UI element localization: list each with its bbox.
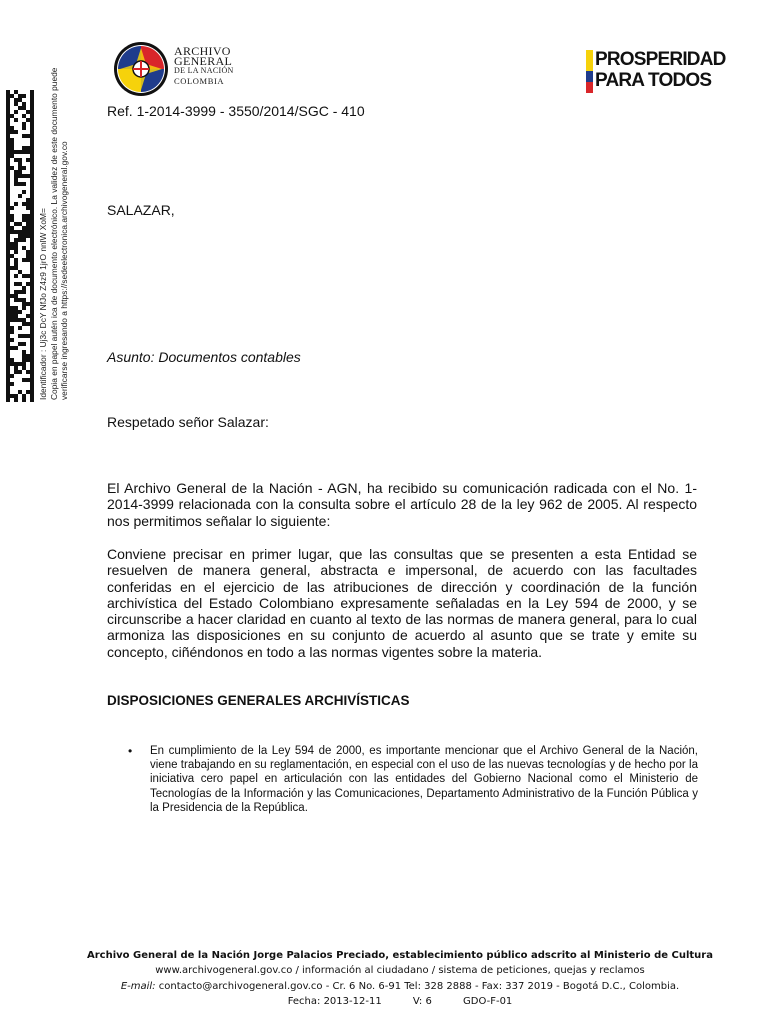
bullet-item-1: En cumplimiento de la Ley 594 de 2000, es importante mencionar que el Archivo General de la Nación, viene trabajando en su reglamentación, en especial con el uso de las nuevas tecnologías y de hecho por la iniciativa cero papel en articulación con las entidades del Gobierno Nacional como el Ministerio de Tecnologías de la Información y las Comunicaciones, Departamento Administrativo de la Función Pública y la Presidencia de la República.	[150, 745, 698, 814]
electronic-document-notice	[38, 67, 70, 400]
barcode	[6, 90, 34, 402]
prosperidad-logo	[595, 49, 726, 91]
recipient-name: SALAZAR,	[107, 202, 175, 218]
bullet-icon: •	[128, 744, 133, 758]
footer-institution: Archivo General de la Nación Jorge Palacios Preciado, establecimiento público adscrito al Ministerio de Cultura	[87, 950, 713, 961]
footer-code: GDO-F-01	[463, 995, 513, 1007]
slogan-line-1: PROSPERIDAD	[595, 49, 726, 70]
agn-logo-text	[174, 46, 234, 86]
email-label: E-mail:	[120, 980, 156, 992]
logo-line-4: COLOMBIA	[174, 76, 225, 86]
paragraph-1: El Archivo General de la Nación - AGN, ha recibido su comunicación radicada con el No. 1-2014-3999 relacionada con la consulta sobre el artículo 28 de la ley 962 de 2005. Al respecto nos permitimos señalar lo siguiente:	[107, 480, 697, 529]
logo-line-2: GENERAL	[174, 54, 233, 68]
footer-version: V: 6	[412, 995, 432, 1007]
logo-line-3: DE LA NACIÓN	[174, 66, 234, 75]
logo-line-1: ARCHIVO	[174, 44, 231, 58]
slogan-line-2: PARA TODOS	[595, 70, 712, 91]
footer	[0, 948, 768, 1009]
footer-date: Fecha: 2013-12-11	[287, 995, 382, 1007]
section-heading: DISPOSICIONES GENERALES ARCHIVÍSTICAS	[107, 693, 410, 708]
reference-number: Ref. 1-2014-3999 - 3550/2014/SGC - 410	[107, 103, 365, 119]
verify-notice: verificarse ingresando a https://sedeelectronica.archivogeneral.gov.co	[59, 141, 69, 400]
footer-document-control	[0, 994, 768, 1009]
copy-notice: Copia en papel autén ica de documento electrónico. La validez de este documento puede	[48, 67, 59, 400]
footer-contact	[0, 979, 768, 994]
document-identifier: Identificador : Uj3c DcY NfJo Z4z9 1jrO nnlW XoM=	[38, 208, 48, 400]
paragraph-2: Conviene precisar en primer lugar, que las consultas que se presenten a esta Entidad se resuelven de manera general, abstracta e impersonal, de acuerdo con las facultades conferidas en el ejercicio de las atribuciones de dirección y coordinación de la función archivística del Estado Colombiano expresamente señaladas en la Ley 594 de 2000, y se circunscribe a hacer claridad en cuanto al texto de las normas de manera general, para lo cual armoniza las disposiciones en su conjunto de acuerdo al asunto que se trate y emite su concepto, ciñéndonos en todo a las normas vigentes sobre la materia.	[107, 546, 697, 660]
subject-line: Asunto: Documentos contables	[107, 349, 301, 365]
greeting: Respetado señor Salazar:	[107, 414, 269, 430]
colombia-flag-bar-icon	[586, 50, 593, 93]
footer-contact-text: contacto@archivogeneral.gov.co - Cr. 6 No. 6-91 Tel: 328 2888 - Fax: 337 2019 - Bogotá D.C., Colombia.	[158, 980, 680, 992]
footer-links: www.archivogeneral.gov.co / información al ciudadano / sistema de peticiones, quejas y reclamos	[155, 965, 645, 977]
